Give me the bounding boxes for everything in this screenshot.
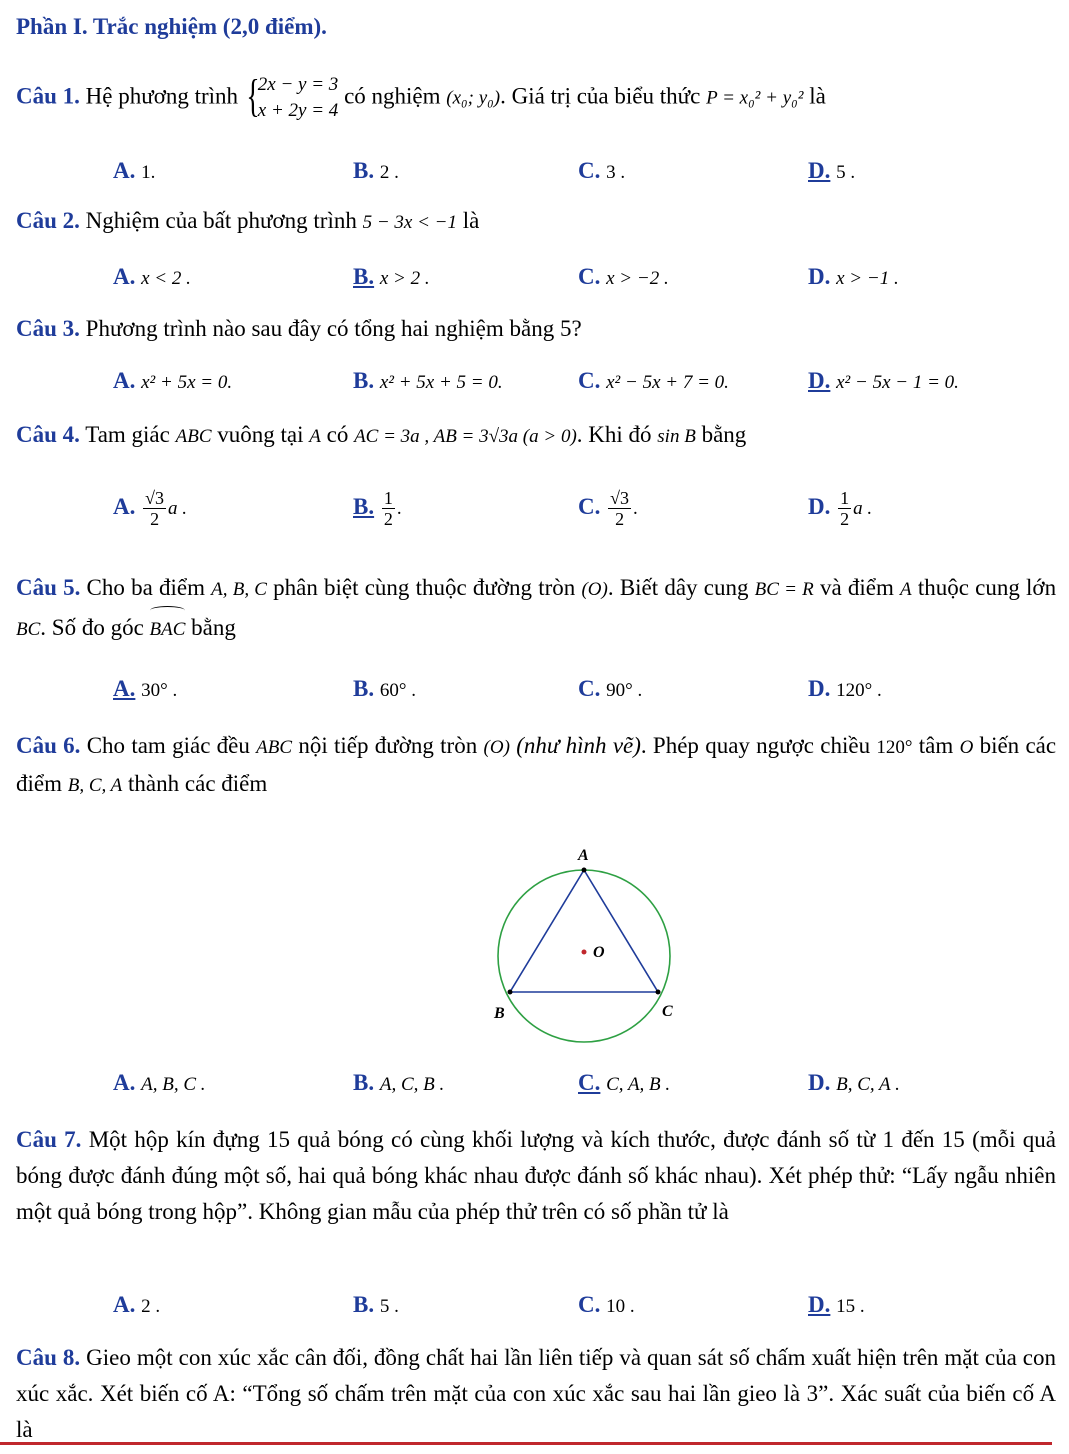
question-4 [16,422,746,448]
question-text: Gieo một con xúc xắc cân đối, đồng chất hai lần liên tiếp và quan sát số chấm xuất hiện trên mặt của con xúc xắc. Xét biến cố A: “Tổng số chấm trên mặt của con xúc xắc sau hai lần gieo là 3”. Xác suất của biến cố A là [16,1345,1057,1442]
question-6 [16,728,1056,804]
option[interactable]: C. 90° . [578,676,643,701]
option[interactable]: A. x² + 5x = 0. [113,368,233,393]
question-text: nội tiếp đường tròn [298,733,478,758]
question-text: có nghiệm [344,83,441,109]
question-text: phân biệt cùng thuộc đường tròn [273,575,576,600]
option[interactable]: B. 2 . [353,158,399,183]
math-expr: (O) [581,579,608,600]
option[interactable]: C. x² − 5x + 7 = 0. [578,368,729,393]
option[interactable]: C. 10 . [578,1292,635,1317]
option[interactable]: C. x > −2 . [578,264,669,289]
question-text: vuông tại [217,422,304,447]
question-5 [16,570,1056,648]
label-o: O [593,944,605,961]
option[interactable]: A. 2 . [113,1292,161,1317]
question-text: . Khi đó [576,422,652,447]
label-b: B [494,1005,505,1022]
math-expr: (x₀; y₀) [446,87,501,109]
question-label: Câu 1. [16,83,80,109]
option[interactable]: C. C, A, B . [578,1070,671,1095]
footer-divider [0,1442,1052,1445]
question-text: Cho ba điểm [86,575,205,600]
question-text: Nghiệm của bất phương trình [85,208,357,233]
option[interactable]: B. 60° . [353,676,416,701]
option[interactable]: B. x² + 5x + 5 = 0. [353,368,503,393]
question-text: bằng [701,422,747,447]
question-label: Câu 2. [16,208,80,233]
option[interactable]: D. $\frac{1}{2}$ a . [808,488,873,529]
math-expr: ABC [256,737,293,758]
question-3 [16,316,582,342]
option[interactable]: D. 5 . [808,158,856,183]
option[interactable]: D. x > −1 . [808,264,899,289]
option[interactable]: A. 1. [113,158,156,183]
question-text: là [809,83,826,109]
equation: x + 2y = 4 [257,100,339,121]
math-expr: (O) [483,737,510,758]
math-expr: 120° [876,737,913,758]
question-text: . Giá trị của biểu thức [500,83,701,109]
question-label: Câu 6. [16,733,81,758]
option[interactable]: B. A, C, B . [353,1070,445,1095]
question-text: . Biết dây cung [607,575,749,600]
option[interactable]: B. x > 2 . [353,264,430,289]
question-label: Câu 4. [16,422,80,447]
question-label: Câu 3. [16,316,80,341]
question-text: Một hộp kín đựng 15 quả bóng có cùng khối lượng và kích thước, được đánh số từ 1 đến 15 (mỗi quả bóng được đánh đúng một số, hai quả bóng khác nhau được đánh số khác nhau). Xét phép thử: “Lấy ngẫu nhiên một quả bóng trong hộp”. Không gian mẫu của phép thử trên có số phần tử là [16,1127,1057,1224]
question-label: Câu 8. [16,1345,81,1370]
math-expr: A [900,579,912,600]
option[interactable]: D. 15 . [808,1292,865,1317]
question-text: . Số đo góc [40,615,144,640]
triangle-circle-figure [480,838,700,1048]
point-o [582,950,587,955]
math-expr: BC [16,619,41,640]
option[interactable]: B. 5 . [353,1292,399,1317]
label-a: A [578,847,589,864]
question-text: bằng [191,615,236,640]
option[interactable]: A. 30° . [113,676,178,701]
option[interactable]: D. 120° . [808,676,882,701]
question-1 [16,72,826,124]
option[interactable]: C. $\frac{√3}{2}$ . [578,488,638,529]
equation-system: { 2x − y = 3 x + 2y = 4 [244,72,339,124]
question-text: tâm [918,733,954,758]
question-text: thành các điểm [128,771,268,796]
question-2 [16,208,479,234]
option[interactable]: B. $\frac{1}{2}$ . [353,488,402,529]
question-text: Hệ phương trình [85,83,239,109]
option[interactable]: A. A, B, C . [113,1070,206,1095]
label-c: C [662,1003,673,1020]
circumcircle [498,870,670,1042]
math-expr: BC = R [754,579,814,600]
question-8 [16,1340,1056,1448]
question-7 [16,1122,1056,1230]
question-text: là [462,208,480,233]
point-b [508,990,513,995]
math-expr: O [959,737,974,758]
question-text: . Phép quay ngược chiều [640,733,871,758]
math-expr: sin B [657,426,696,447]
angle-expr: BAC [150,608,186,648]
option[interactable]: D. B, C, A . [808,1070,900,1095]
equation: 2x − y = 3 [257,74,339,95]
section-title: Phần I. Trắc nghiệm (2,0 điểm). [16,14,327,39]
math-expr: ABC [175,426,212,447]
math-expr: AC = 3a , AB = 3√3a (a > 0) [354,426,577,447]
question-text: biến các điểm [16,733,1057,796]
math-expr: A [309,426,321,447]
point-c [656,990,661,995]
question-text: Phương trình nào sau đây có tổng hai nghiệm bằng 5? [85,316,582,341]
math-expr: B, C, A [67,775,123,796]
point-a [582,868,587,873]
option[interactable]: C. 3 . [578,158,626,183]
math-expr: P = x₀² + y₀² [706,87,804,109]
question-text: Tam giác [85,422,170,447]
question-label: Câu 5. [16,575,81,600]
option[interactable]: A. x < 2 . [113,264,191,289]
question-text: Cho tam giác đều [86,733,250,758]
option[interactable]: D. x² − 5x − 1 = 0. [808,368,959,393]
question-text: thuộc cung lớn [917,575,1057,600]
question-text: có [326,422,349,447]
question-text: và điểm [819,575,894,600]
math-expr: A, B, C [211,579,267,600]
question-label: Câu 7. [16,1127,82,1152]
question-note: (như hình vẽ) [516,733,641,758]
option[interactable]: A. $\frac{√3}{2}$ a . [113,488,188,529]
math-expr: 5 − 3x < −1 [362,212,457,233]
